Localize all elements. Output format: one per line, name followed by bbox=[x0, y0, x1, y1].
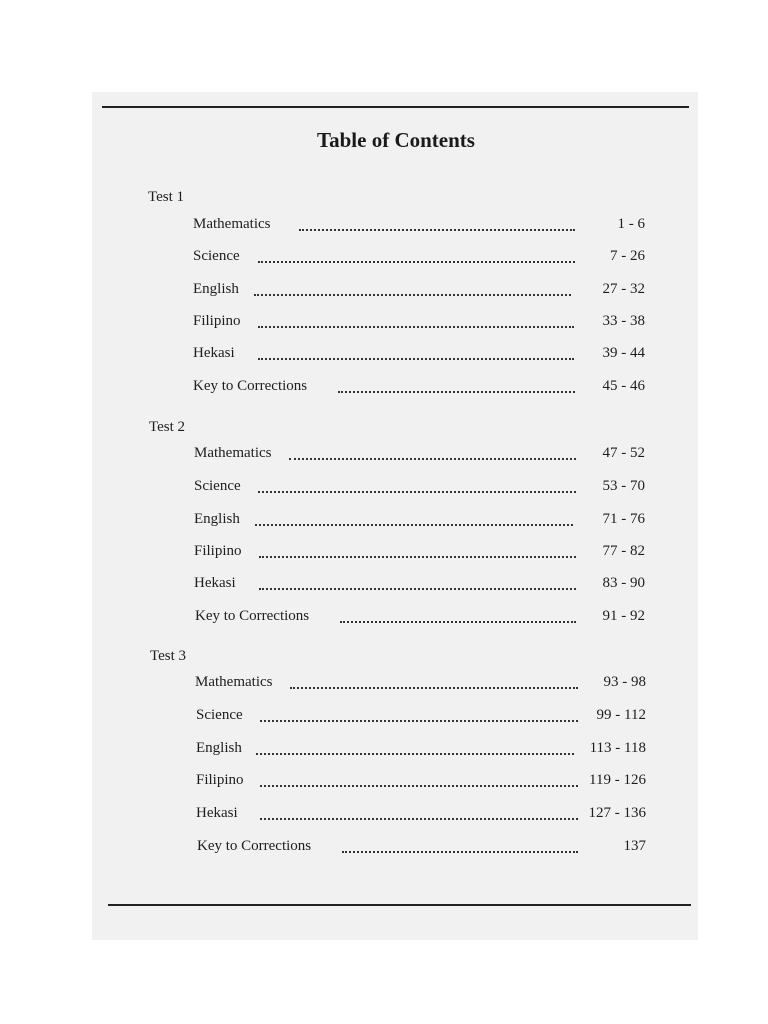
dot-leader bbox=[260, 775, 578, 787]
top-rule bbox=[102, 106, 689, 108]
dot-leader bbox=[259, 578, 576, 590]
entry-subject: Hekasi bbox=[196, 805, 238, 821]
entry-pages: 39 - 44 bbox=[602, 345, 645, 361]
entry-subject: English bbox=[194, 511, 240, 527]
dot-leader bbox=[258, 251, 575, 263]
toc-entry bbox=[194, 575, 645, 595]
dot-leader bbox=[299, 219, 575, 231]
test-1-label: Test 1 bbox=[148, 189, 185, 205]
entry-subject: Mathematics bbox=[195, 674, 273, 690]
toc-entry bbox=[197, 838, 646, 858]
toc-entry bbox=[196, 805, 646, 825]
toc-entry bbox=[193, 313, 645, 333]
dot-leader bbox=[254, 284, 571, 296]
bottom-rule bbox=[108, 904, 691, 906]
toc-entry bbox=[194, 478, 645, 498]
entry-pages: 99 - 112 bbox=[596, 707, 646, 723]
entry-subject: Hekasi bbox=[194, 575, 236, 591]
entry-subject: Filipino bbox=[193, 313, 241, 329]
toc-entry bbox=[196, 740, 646, 760]
test-2-label: Test 2 bbox=[149, 419, 186, 435]
dot-leader bbox=[338, 381, 575, 393]
entry-subject: English bbox=[196, 740, 242, 756]
entry-subject: Hekasi bbox=[193, 345, 235, 361]
dot-leader bbox=[259, 546, 576, 558]
entry-subject: Filipino bbox=[196, 772, 244, 788]
entry-pages: 7 - 26 bbox=[610, 248, 645, 264]
dot-leader bbox=[342, 841, 578, 853]
entry-subject: Science bbox=[193, 248, 240, 264]
dot-leader bbox=[260, 808, 578, 820]
entry-subject: Key to Corrections bbox=[193, 378, 308, 394]
dot-leader bbox=[258, 481, 576, 493]
toc-entry bbox=[194, 445, 645, 465]
toc-entry bbox=[193, 216, 645, 236]
toc-entry bbox=[194, 511, 645, 531]
entry-pages: 83 - 90 bbox=[602, 575, 645, 591]
entry-subject: Mathematics bbox=[193, 216, 271, 232]
dot-leader bbox=[256, 743, 574, 755]
toc-entry bbox=[193, 345, 645, 365]
toc-entry bbox=[195, 674, 646, 694]
entry-pages: 53 - 70 bbox=[602, 478, 645, 494]
toc-entry bbox=[193, 281, 645, 301]
toc-entry bbox=[196, 707, 646, 727]
entry-subject: Mathematics bbox=[194, 445, 272, 461]
entry-subject: Science bbox=[196, 707, 243, 723]
entry-pages: 119 - 126 bbox=[589, 772, 646, 788]
dot-leader bbox=[289, 448, 576, 460]
page-title: Table of Contents bbox=[317, 128, 475, 152]
entry-subject: Science bbox=[194, 478, 241, 494]
dot-leader bbox=[340, 611, 576, 623]
dot-leader bbox=[290, 677, 578, 689]
toc-entry bbox=[193, 378, 645, 398]
entry-pages: 1 - 6 bbox=[617, 216, 645, 232]
entry-subject: English bbox=[193, 281, 239, 297]
entry-pages: 33 - 38 bbox=[602, 313, 645, 329]
toc-entry bbox=[196, 772, 646, 792]
toc-entry bbox=[194, 543, 645, 563]
dot-leader bbox=[258, 348, 574, 360]
entry-pages: 77 - 82 bbox=[602, 543, 645, 559]
entry-pages: 27 - 32 bbox=[602, 281, 645, 297]
test-3-label: Test 3 bbox=[150, 648, 187, 664]
entry-pages: 113 - 118 bbox=[589, 740, 646, 756]
entry-subject: Key to Corrections bbox=[197, 838, 312, 854]
entry-pages: 71 - 76 bbox=[602, 511, 645, 527]
entry-pages: 47 - 52 bbox=[602, 445, 645, 461]
toc-entry bbox=[193, 248, 645, 268]
dot-leader bbox=[260, 710, 578, 722]
toc-entry bbox=[195, 608, 645, 628]
entry-pages: 93 - 98 bbox=[603, 674, 646, 690]
entry-pages: 45 - 46 bbox=[602, 378, 645, 394]
dot-leader bbox=[255, 514, 573, 526]
entry-subject: Filipino bbox=[194, 543, 242, 559]
entry-pages: 137 bbox=[623, 838, 646, 854]
entry-pages: 127 - 136 bbox=[588, 805, 646, 821]
entry-pages: 91 - 92 bbox=[602, 608, 645, 624]
dot-leader bbox=[258, 316, 574, 328]
entry-subject: Key to Corrections bbox=[195, 608, 310, 624]
